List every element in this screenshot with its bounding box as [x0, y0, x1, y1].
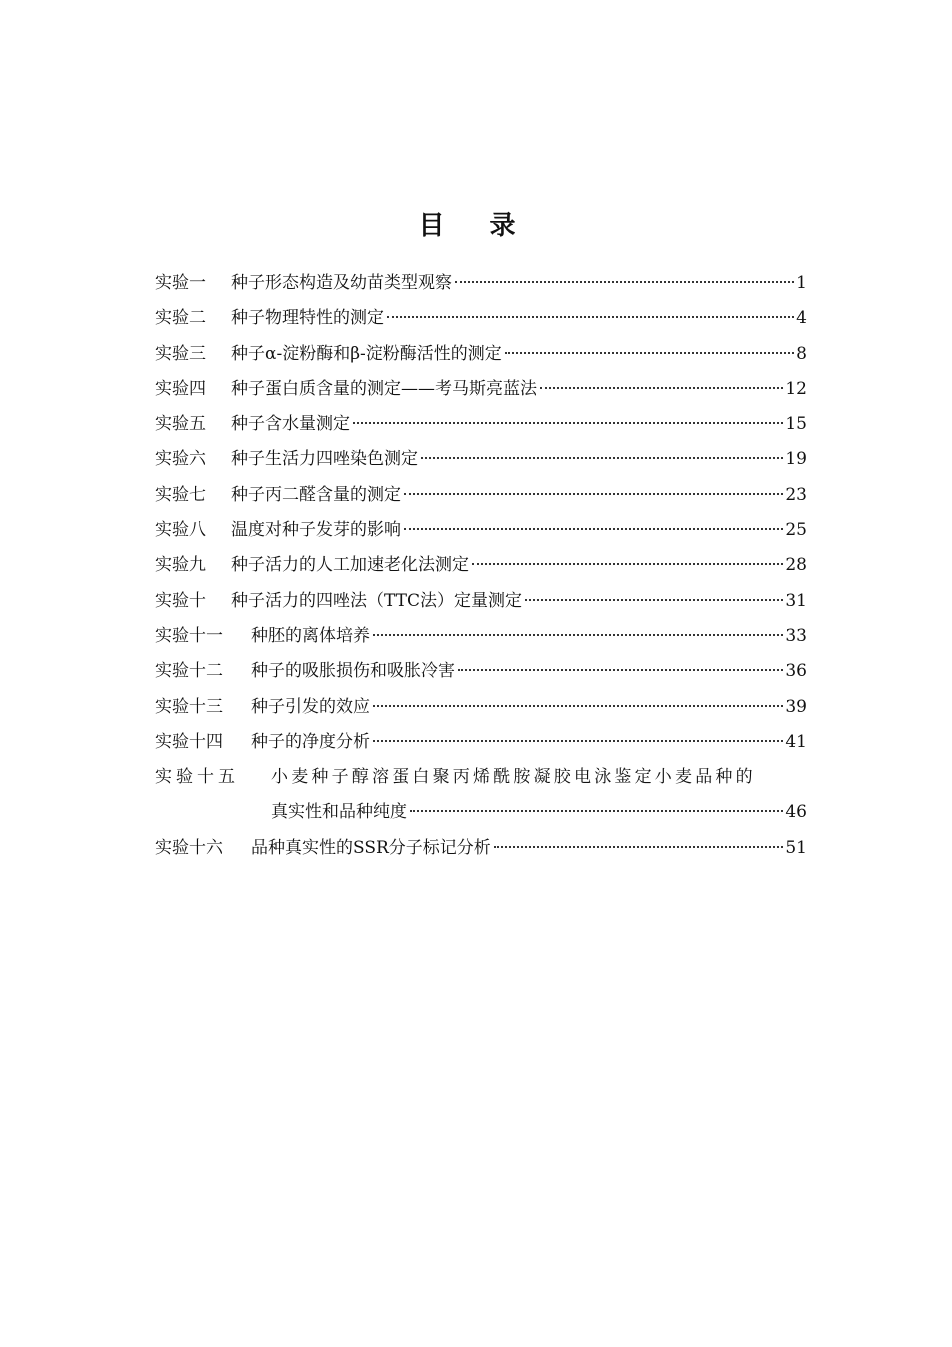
- toc-entry-label: 实验七: [155, 484, 206, 505]
- toc-entry-page: 39: [785, 696, 807, 717]
- toc-entry-label: 实验三: [155, 343, 206, 364]
- toc-entry-title: 种胚的离体培养: [251, 625, 370, 646]
- toc-entry-label: 实验六: [155, 449, 206, 470]
- dot-leader: [525, 599, 783, 601]
- toc-entry[interactable]: [155, 654, 807, 689]
- toc-entry[interactable]: [155, 725, 807, 760]
- toc-entry-title: 种子活力的四唑法（TTC法）定量测定: [231, 590, 522, 611]
- toc-entry-title: 种子的净度分析: [251, 731, 370, 752]
- toc-entry[interactable]: [155, 337, 807, 372]
- toc-entry-label: 实验四: [155, 378, 206, 399]
- dot-leader: [373, 740, 783, 742]
- dot-leader: [505, 352, 794, 354]
- toc-entry-page: 19: [785, 449, 807, 470]
- toc-entry[interactable]: [155, 690, 807, 725]
- toc-entry[interactable]: [155, 478, 807, 513]
- toc-entry-page: 31: [785, 590, 807, 611]
- toc-entry[interactable]: [155, 442, 807, 477]
- toc-entry[interactable]: [155, 760, 807, 831]
- toc-entry-label: 实验八: [155, 520, 206, 541]
- toc-entry[interactable]: [155, 407, 807, 442]
- toc-entry-page: 23: [785, 484, 807, 505]
- toc-entry-title: 种子活力的人工加速老化法测定: [231, 555, 469, 576]
- toc-entry-label: 实验九: [155, 555, 206, 576]
- dot-leader: [421, 457, 783, 459]
- toc-entry-label: 实验十四: [155, 731, 223, 752]
- dot-leader: [373, 634, 783, 636]
- toc-entry-title: 种子蛋白质含量的测定——考马斯亮蓝法: [231, 378, 537, 399]
- dot-leader: [404, 493, 783, 495]
- toc-entry-page: 41: [785, 731, 807, 752]
- dot-leader: [387, 316, 794, 318]
- toc-entry-label: 实验五: [155, 414, 206, 435]
- toc-entry-line: [155, 795, 807, 830]
- toc-entry[interactable]: [155, 619, 807, 654]
- toc-entry-title: 种子的吸胀损伤和吸胀冷害: [251, 661, 455, 682]
- toc-entry-title: 种子引发的效应: [251, 696, 370, 717]
- toc-entry[interactable]: [155, 831, 807, 866]
- toc-entry-page: 12: [785, 378, 807, 399]
- toc-entry[interactable]: [155, 584, 807, 619]
- toc-entry-label: 实验一: [155, 273, 206, 293]
- toc-entry-title: 小麦种子醇溶蛋白聚丙烯酰胺凝胶电泳鉴定小麦品种的: [271, 767, 756, 788]
- toc-entry-title: 种子丙二醛含量的测定: [231, 484, 401, 505]
- dot-leader: [455, 281, 794, 283]
- dot-leader: [373, 705, 783, 707]
- toc-entry-label: 实验十五: [155, 767, 239, 788]
- toc-entry-label: 实验二: [155, 308, 206, 329]
- dot-leader: [410, 810, 783, 812]
- toc-entry-page: 46: [785, 802, 807, 823]
- toc-entry[interactable]: [155, 548, 807, 583]
- toc-entry-title: 温度对种子发芽的影响: [231, 520, 401, 541]
- toc-entry-page: 51: [785, 837, 807, 858]
- dot-leader: [494, 846, 784, 848]
- dot-leader: [472, 563, 783, 565]
- toc-entry-page: 1: [796, 273, 807, 293]
- toc-entry-line: [155, 760, 807, 795]
- toc-entry-label: 实验十二: [155, 661, 223, 682]
- toc-list: [155, 266, 807, 866]
- dot-leader: [458, 669, 783, 671]
- toc-entry-label: 实验十一: [155, 625, 223, 646]
- toc-entry-page: 33: [785, 625, 807, 646]
- toc-entry-title: 种子生活力四唑染色测定: [231, 449, 418, 470]
- toc-entry[interactable]: [155, 266, 807, 301]
- toc-entry-page: 28: [785, 555, 807, 576]
- toc-entry-title-continued: 真实性和品种纯度: [271, 802, 407, 823]
- toc-entry[interactable]: [155, 301, 807, 336]
- toc-entry-title: 品种真实性的SSR分子标记分析: [251, 837, 491, 858]
- dot-leader: [353, 422, 783, 424]
- toc-entry-label: 实验十: [155, 590, 206, 611]
- toc-entry-title: 种子含水量测定: [231, 414, 350, 435]
- toc-title: 目 录: [418, 211, 534, 241]
- toc-entry-page: 15: [785, 414, 807, 435]
- toc-entry-label: 实验十三: [155, 696, 223, 717]
- toc-entry-title: 种子α-淀粉酶和β-淀粉酶活性的测定: [231, 343, 502, 364]
- toc-entry[interactable]: [155, 372, 807, 407]
- toc-entry-title: 种子物理特性的测定: [231, 308, 384, 329]
- toc-entry-page: 8: [796, 343, 807, 364]
- toc-entry-page: 36: [785, 661, 807, 682]
- dot-leader: [540, 387, 783, 389]
- toc-entry-page: 25: [785, 520, 807, 541]
- toc-entry-label: 实验十六: [155, 837, 223, 858]
- toc-entry[interactable]: [155, 513, 807, 548]
- dot-leader: [404, 528, 783, 530]
- toc-entry-page: 4: [796, 308, 807, 329]
- toc-entry-title: 种子形态构造及幼苗类型观察: [231, 273, 452, 293]
